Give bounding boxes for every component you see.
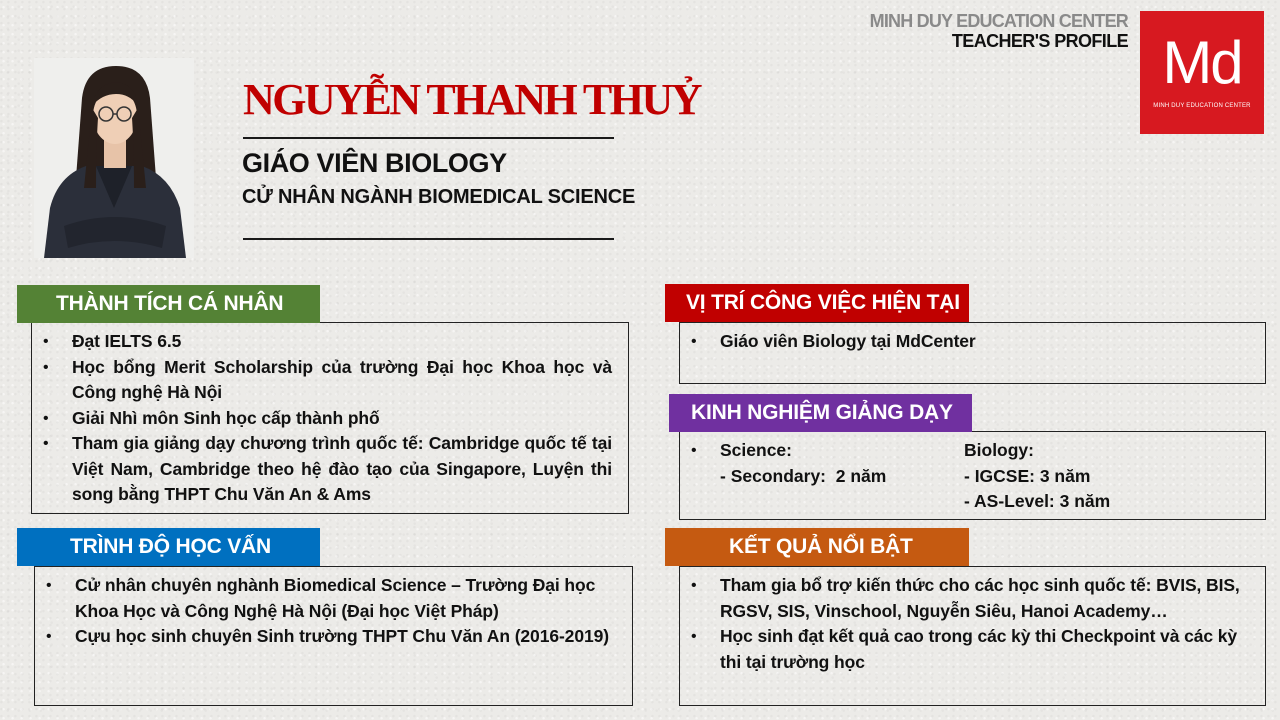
bullet-icon: • [691, 442, 697, 459]
brand-logo [1140, 11, 1264, 134]
achievement-text: Học bổng Merit Scholarship của trường Đại học Khoa học và Công nghệ Hà Nội [72, 356, 612, 402]
bullet-icon: • [43, 409, 49, 427]
bullet-icon: • [46, 628, 52, 645]
achievement-text: Giải Nhì môn Sinh học cấp thành phố [72, 407, 380, 428]
experience-heading: KINH NGHIỆM GIẢNG DẠY [669, 394, 972, 432]
achievements-box [31, 322, 629, 514]
list-item [32, 329, 612, 355]
teacher-name: NGUYỄN THANH THUỶ [243, 75, 701, 124]
teacher-photo [34, 58, 194, 258]
list-item [680, 624, 1241, 675]
brand-name: MINH DUY EDUCATION CENTER [869, 11, 1128, 31]
teacher-portrait-image [34, 58, 194, 258]
logo-caption: MINH DUY EDUCATION CENTER [1153, 103, 1251, 109]
education-box [34, 566, 633, 706]
biology-as-level: - AS-Level: 3 năm [964, 491, 1111, 511]
position-box [679, 322, 1266, 384]
science-label-row [680, 438, 886, 464]
results-heading: KẾT QUẢ NỔI BẬT [665, 528, 969, 566]
list-item [35, 573, 620, 624]
bullet-icon: • [691, 628, 697, 645]
bullet-icon: • [46, 577, 52, 594]
science-column [680, 438, 886, 489]
list-item [32, 431, 612, 508]
science-secondary: - Secondary: 2 năm [720, 465, 887, 486]
list-item [32, 355, 612, 406]
biology-label: Biology: [964, 440, 1034, 460]
biology-igcse: - IGCSE: 3 năm [964, 465, 1091, 486]
bullet-icon: • [691, 577, 697, 594]
result-text: Học sinh đạt kết quả cao trong các kỳ thi Checkpoint và các kỳ thi tại trường học [720, 626, 1238, 672]
teacher-degree: CỬ NHÂN NGÀNH BIOMEDICAL SCIENCE [242, 186, 636, 208]
education-heading: TRÌNH ĐỘ HỌC VẤN [17, 528, 320, 566]
list-item [35, 624, 620, 650]
position-text: Giáo viên Biology tại MdCenter [720, 331, 976, 351]
bullet-icon: • [43, 358, 49, 376]
list-item [680, 329, 1265, 355]
divider-bottom [243, 238, 614, 240]
results-box [679, 566, 1266, 706]
biology-column [964, 438, 1110, 515]
divider-top [243, 137, 614, 139]
achievement-text: Tham gia giảng dạy chương trình quốc tế: Cambridge quốc tế tại Việt Nam, Cambridge theo hệ đào tạo của Singapore, Luyện thi song bằng THPT Chu Văn An & Ams [72, 433, 612, 504]
bullet-icon: • [43, 435, 49, 452]
education-text: Cử nhân chuyên nghành Biomedical Science – Trường Đại học Khoa Học và Công Nghệ Hà Nội (Đại học Việt Pháp) [75, 575, 596, 621]
teacher-role: GIÁO VIÊN BIOLOGY [242, 148, 507, 178]
profile-subtitle: TEACHER'S PROFILE [951, 31, 1128, 51]
bullet-icon: • [691, 333, 697, 350]
list-item [680, 573, 1241, 624]
experience-box [679, 431, 1266, 520]
bullet-icon: • [43, 333, 49, 350]
position-heading: VỊ TRÍ CÔNG VIỆC HIỆN TẠI [665, 284, 969, 322]
achievement-text: Đạt IELTS 6.5 [72, 331, 182, 351]
result-text: Tham gia bổ trợ kiến thức cho các học sinh quốc tế: BVIS, BIS, RGSV, SIS, Vinschool, Nguyễn Siêu, Hanoi Academy… [720, 575, 1240, 621]
science-label: Science: [720, 440, 792, 460]
achievements-heading: THÀNH TÍCH CÁ NHÂN [17, 285, 320, 323]
education-text: Cựu học sinh chuyên Sinh trường THPT Chu Văn An (2016-2019) [75, 626, 609, 646]
logo-mark: Md [1162, 29, 1242, 96]
list-item [32, 406, 612, 432]
